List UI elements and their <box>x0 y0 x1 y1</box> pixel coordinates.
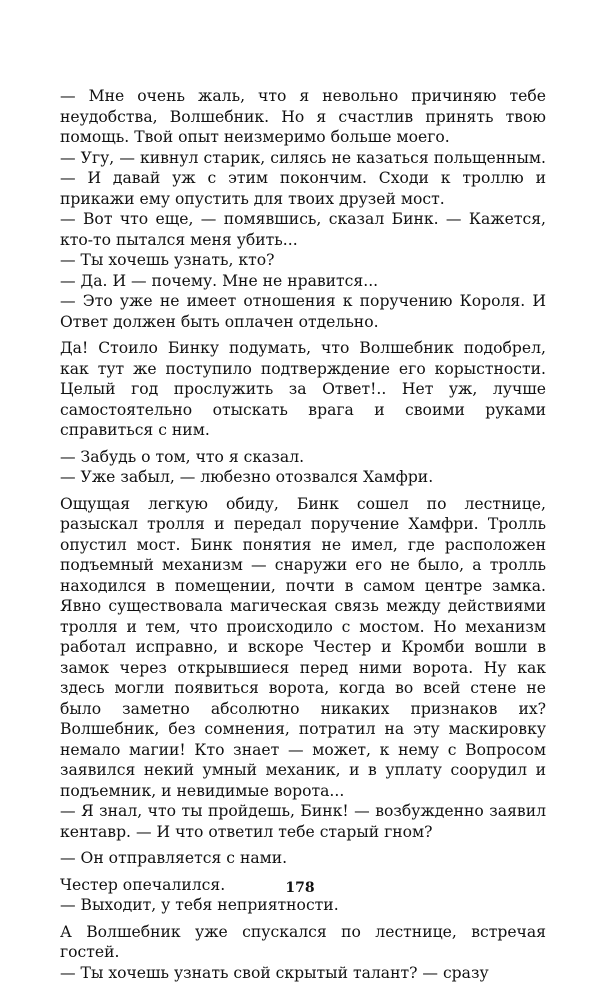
paragraph: Честер опечалился. <box>60 875 546 896</box>
paragraph: — Да. И — почему. Мне не нравится... <box>60 271 546 292</box>
paragraph: — Он отправляется с нами. <box>60 848 546 869</box>
paragraph: — Я знал, что ты пройдешь, Бинк! — возбужденно заявил кентавр. — И что ответил тебе старый гном? <box>60 801 546 842</box>
paragraph: — Мне очень жаль, что я невольно причиняю тебе неудобства, Волшебник. Но я счастлив принять твою помощь. Твой опыт неизмеримо больше моего. <box>60 86 546 148</box>
page-number: 178 <box>0 880 600 896</box>
paragraph: А Волшебник уже спускался по лестнице, встречая гостей. <box>60 922 546 963</box>
paragraph: — Вот что еще, — помявшись, сказал Бинк. — Кажется, кто-то пытался меня убить... <box>60 209 546 250</box>
paragraph: — Это уже не имеет отношения к поручению Короля. И Ответ должен быть оплачен отдельно. <box>60 291 546 332</box>
paragraph: — Угу, — кивнул старик, силясь не казаться польщенным. — И давай уж с этим покончим. Сходи к троллю и прикажи ему опустить для твоих друзей мост. <box>60 148 546 210</box>
paragraph: Ощущая легкую обиду, Бинк сошел по лестнице, разыскал тролля и передал поручение Хамфри. Тролль опустил мост. Бинк понятия не имел, где расположен подъемный механизм — снаружи его не было, а тролль находился в помещении, почти в самом центре замка. Явно существовала магическая связь между действиями тролля и тем, что происходило с мостом. Но механизм работал исправно, и вскоре Честер и Кромби вошли в замок через открывшиеся перед ними ворота. Ну как здесь могли появиться ворота, когда во всей стене не было заметно абсолютно никаких признаков их? Волшебник, без сомнения, потратил на эту маскировку немало магии! Кто знает — может, к нему с Вопросом заявился некий умный механик, и в уплату соорудил и подъемник, и невидимые ворота... <box>60 494 546 802</box>
paragraph: — Уже забыл, — любезно отозвался Хамфри. <box>60 467 546 488</box>
paragraph: — Ты хочешь узнать, кто? <box>60 250 546 271</box>
body-text <box>60 86 546 983</box>
paragraph: — Выходит, у тебя неприятности. <box>60 895 546 916</box>
paragraph: Да! Стоило Бинку подумать, что Волшебник подобрел, как тут же поступило подтверждение его корыстности. Целый год прослужить за Ответ!.. Нет уж, лучше самостоятельно отыскать врага и своими руками справиться с ним. <box>60 338 546 441</box>
paragraph: — Забудь о том, что я сказал. <box>60 447 546 468</box>
paragraph: — Ты хочешь узнать свой скрытый талант? — сразу <box>60 963 546 983</box>
